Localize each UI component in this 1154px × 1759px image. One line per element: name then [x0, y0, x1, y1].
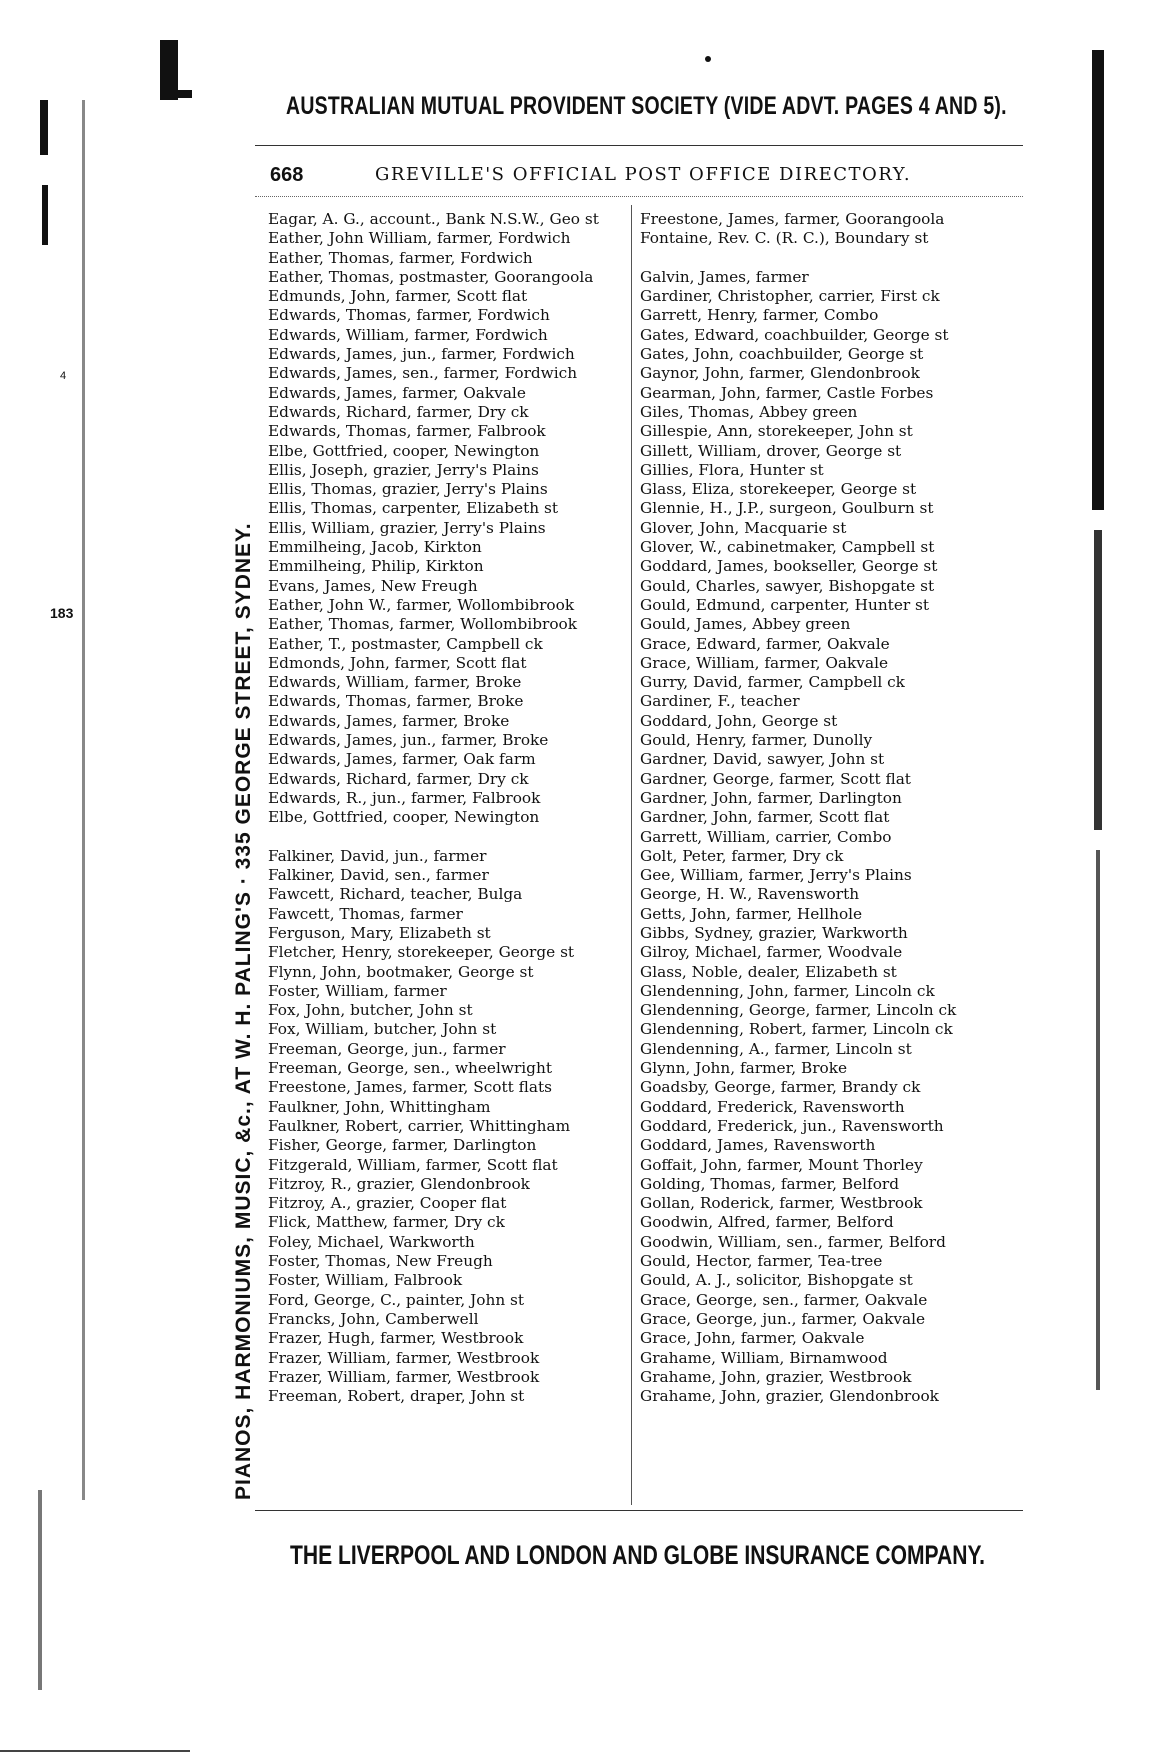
column-divider — [631, 205, 632, 1505]
directory-entry: Eather, Thomas, farmer, Fordwich — [268, 248, 533, 267]
directory-entry: Eather, Thomas, postmaster, Goorangoola — [268, 267, 594, 286]
directory-entry: Edwards, James, farmer, Oakvale — [268, 383, 526, 402]
directory-entry: Ellis, Thomas, carpenter, Elizabeth st — [268, 499, 558, 518]
directory-entry: Fawcett, Richard, teacher, Bulga — [268, 885, 523, 904]
directory-entry: Golt, Peter, farmer, Dry ck — [640, 846, 844, 865]
directory-entry: Freeman, Robert, draper, John st — [268, 1387, 525, 1406]
directory-entry: Eather, Thomas, farmer, Wollombibrook — [268, 615, 578, 634]
directory-entry: Edwards, R., jun., farmer, Falbrook — [268, 788, 541, 807]
directory-entry: Ellis, Thomas, grazier, Jerry's Plains — [268, 480, 548, 499]
directory-entry: Grace, George, sen., farmer, Oakvale — [640, 1290, 928, 1309]
directory-entry: Grahame, John, grazier, Glendonbrook — [640, 1387, 939, 1406]
directory-entry: Frazer, William, farmer, Westbrook — [268, 1367, 540, 1386]
title-rule — [255, 196, 1023, 197]
directory-entry: Fitzgerald, William, farmer, Scott flat — [268, 1155, 558, 1174]
section-gap — [640, 249, 1020, 268]
directory-entry: Edwards, Richard, farmer, Dry ck — [268, 402, 529, 421]
directory-entry: Gee, William, farmer, Jerry's Plains — [640, 866, 912, 885]
directory-entry: Glover, W., cabinetmaker, Campbell st — [640, 538, 935, 557]
margin-mark: 183 — [50, 605, 74, 621]
directory-entry: Grace, George, jun., farmer, Oakvale — [640, 1309, 926, 1328]
directory-entry: Falkiner, David, jun., farmer — [268, 846, 487, 865]
directory-entry: Eagar, A. G., account., Bank N.S.W., Geo st — [268, 210, 599, 228]
directory-entry: Edwards, James, jun., farmer, Broke — [268, 731, 549, 750]
directory-entry: Grace, Edward, farmer, Oakvale — [640, 634, 890, 653]
directory-entry: Freestone, James, farmer, Goorangoola — [640, 210, 945, 228]
directory-entry: Gollan, Roderick, farmer, Westbrook — [640, 1194, 923, 1213]
footer-rule — [255, 1510, 1023, 1511]
directory-entry: Gardner, George, farmer, Scott flat — [640, 769, 911, 788]
directory-title: GREVILLE'S OFFICIAL POST OFFICE DIRECTORY. — [375, 164, 912, 185]
bottom-banner-advert: THE LIVERPOOL AND LONDON AND GLOBE INSURANCE COMPANY. — [290, 1540, 986, 1570]
directory-entry: Garrett, William, carrier, Combo — [640, 827, 892, 846]
directory-entry: Gilroy, Michael, farmer, Woodvale — [640, 943, 903, 962]
side-banner-advert: PIANOS, HARMONIUMS, MUSIC, &c., AT W. H. PALING'S · 335 GEORGE STREET, SYDNEY. — [232, 522, 255, 1500]
directory-entry: Ellis, William, grazier, Jerry's Plains — [268, 518, 546, 537]
directory-entry: Grace, John, farmer, Oakvale — [640, 1329, 865, 1348]
directory-entry: Gillies, Flora, Hunter st — [640, 460, 824, 479]
directory-entry: Grahame, William, Birnamwood — [640, 1348, 888, 1367]
directory-entry: Faulkner, John, Whittingham — [268, 1097, 491, 1116]
directory-entry: Goddard, John, George st — [640, 711, 838, 730]
directory-entry: Flick, Matthew, farmer, Dry ck — [268, 1213, 505, 1232]
directory-entry: Glendenning, Robert, farmer, Lincoln ck — [640, 1020, 953, 1039]
directory-entry: Falkiner, David, sen., farmer — [268, 866, 489, 885]
directory-entry: Fletcher, Henry, storekeeper, George st — [268, 943, 575, 962]
scan-edge-left — [0, 0, 190, 1759]
directory-entry: Gould, Charles, sawyer, Bishopgate st — [640, 576, 935, 595]
directory-entry: Gardiner, F., teacher — [640, 692, 800, 711]
directory-entry: Gould, James, Abbey green — [640, 615, 851, 634]
directory-entry: Gates, John, coachbuilder, George st — [640, 345, 924, 364]
directory-entry: Fox, John, butcher, John st — [268, 1001, 473, 1020]
directory-entry: Fitzroy, A., grazier, Cooper flat — [268, 1194, 507, 1213]
directory-entry: Gillett, William, drover, George st — [640, 441, 902, 460]
directory-entry: Gaynor, John, farmer, Glendonbrook — [640, 364, 920, 383]
directory-entry: Emmilheing, Jacob, Kirkton — [268, 538, 482, 557]
directory-entry: Gould, Hector, farmer, Tea-tree — [640, 1252, 883, 1271]
directory-entry: Edmonds, John, farmer, Scott flat — [268, 653, 527, 672]
directory-entry: Foster, William, farmer — [268, 981, 447, 1000]
directory-entry: George, H. W., Ravensworth — [640, 885, 860, 904]
directory-entry: Eather, John William, farmer, Fordwich — [268, 229, 571, 248]
directory-entry: Golding, Thomas, farmer, Belford — [640, 1174, 900, 1193]
directory-entry: Gardner, John, farmer, Darlington — [640, 788, 902, 807]
directory-entry: Edwards, James, farmer, Broke — [268, 711, 510, 730]
directory-entry: Glass, Noble, dealer, Elizabeth st — [640, 962, 897, 981]
directory-entry: Fox, William, butcher, John st — [268, 1020, 497, 1039]
directory-entry: Gould, A. J., solicitor, Bishopgate st — [640, 1271, 913, 1290]
directory-entry: Goddard, Frederick, jun., Ravensworth — [640, 1116, 944, 1135]
directory-entry: Foster, Thomas, New Freugh — [268, 1252, 493, 1271]
directory-entry: Grace, William, farmer, Oakvale — [640, 653, 889, 672]
directory-entry: Glendenning, A., farmer, Lincoln st — [640, 1039, 912, 1058]
directory-entry: Freestone, James, farmer, Scott flats — [268, 1078, 552, 1097]
header-rule — [255, 145, 1023, 146]
directory-entry: Gibbs, Sydney, grazier, Warkworth — [640, 923, 908, 942]
directory-entry: Ferguson, Mary, Elizabeth st — [268, 923, 491, 942]
directory-entry: Goodwin, Alfred, farmer, Belford — [640, 1213, 894, 1232]
directory-entry: Goddard, Frederick, Ravensworth — [640, 1097, 905, 1116]
directory-entry: Garrett, Henry, farmer, Combo — [640, 306, 879, 325]
directory-entry: Glass, Eliza, storekeeper, George st — [640, 480, 917, 499]
directory-entry: Gates, Edward, coachbuilder, George st — [640, 325, 949, 344]
directory-entry: Glover, John, Macquarie st — [640, 518, 847, 537]
directory-entry: Frazer, Hugh, farmer, Westbrook — [268, 1329, 524, 1348]
directory-entry: Fitzroy, R., grazier, Glendonbrook — [268, 1174, 530, 1193]
directory-entry: Goffait, John, farmer, Mount Thorley — [640, 1155, 923, 1174]
scan-edge-right — [1090, 50, 1108, 1400]
directory-entry: Edwards, James, farmer, Oak farm — [268, 750, 536, 769]
directory-entry: Freeman, George, jun., farmer — [268, 1039, 506, 1058]
directory-entry: Gould, Henry, farmer, Dunolly — [640, 731, 873, 750]
margin-mark-small: 4 — [60, 370, 67, 382]
directory-entry: Francks, John, Camberwell — [268, 1309, 479, 1328]
directory-entry: Goodwin, William, sen., farmer, Belford — [640, 1232, 946, 1251]
directory-entry: Edwards, James, sen., farmer, Fordwich — [268, 364, 578, 383]
directory-entry: Evans, James, New Freugh — [268, 576, 478, 595]
directory-entry: Edwards, Thomas, farmer, Broke — [268, 692, 524, 711]
directory-entry: Ford, George, C., painter, John st — [268, 1290, 525, 1309]
directory-entry: Eather, John W., farmer, Wollombibrook — [268, 595, 575, 614]
directory-entry: Getts, John, farmer, Hellhole — [640, 904, 863, 923]
directory-entry: Flynn, John, bootmaker, George st — [268, 962, 534, 981]
directory-entry: Glendenning, George, farmer, Lincoln ck — [640, 1001, 957, 1020]
directory-entry: Emmilheing, Philip, Kirkton — [268, 557, 484, 576]
directory-entry: Fawcett, Thomas, farmer — [268, 904, 463, 923]
directory-entry: Edwards, William, farmer, Broke — [268, 673, 522, 692]
directory-entry: Galvin, James, farmer — [640, 267, 809, 286]
directory-entry: Edwards, Thomas, farmer, Falbrook — [268, 422, 546, 441]
left-column-entries — [268, 210, 628, 1406]
directory-entry: Foley, Michael, Warkworth — [268, 1232, 475, 1251]
directory-entry: Edwards, William, farmer, Fordwich — [268, 325, 548, 344]
top-banner-advert: AUSTRALIAN MUTUAL PROVIDENT SOCIETY (VIDE ADVT. PAGES 4 AND 5). — [286, 92, 1007, 120]
directory-entry: Goadsby, George, farmer, Brandy ck — [640, 1078, 921, 1097]
directory-entry: Gearman, John, farmer, Castle Forbes — [640, 383, 934, 402]
directory-entry: Edwards, Thomas, farmer, Fordwich — [268, 306, 550, 325]
directory-entry: Edwards, James, jun., farmer, Fordwich — [268, 345, 575, 364]
directory-entry: Goddard, James, bookseller, George st — [640, 557, 938, 576]
directory-entry: Edmunds, John, farmer, Scott flat — [268, 287, 528, 306]
page-number: 668 — [270, 164, 304, 186]
directory-entry: Giles, Thomas, Abbey green — [640, 402, 858, 421]
directory-entry: Gurry, David, farmer, Campbell ck — [640, 673, 905, 692]
side-banner-container — [212, 160, 255, 1500]
directory-entry: Glendenning, John, farmer, Lincoln ck — [640, 981, 935, 1000]
directory-entry: Gardner, David, sawyer, John st — [640, 750, 885, 769]
ink-dot — [705, 56, 711, 62]
directory-entry: Goddard, James, Ravensworth — [640, 1136, 876, 1155]
directory-entry: Gardner, John, farmer, Scott flat — [640, 808, 890, 827]
directory-entry: Grahame, John, grazier, Westbrook — [640, 1367, 912, 1386]
directory-entry: Faulkner, Robert, carrier, Whittingham — [268, 1116, 571, 1135]
directory-entry: Gardiner, Christopher, carrier, First ck — [640, 287, 940, 306]
directory-entry: Frazer, William, farmer, Westbrook — [268, 1348, 540, 1367]
directory-entry: Freeman, George, sen., wheelwright — [268, 1059, 552, 1078]
directory-entry: Foster, William, Falbrook — [268, 1271, 463, 1290]
directory-entry: Edwards, Richard, farmer, Dry ck — [268, 769, 529, 788]
directory-entry: Fisher, George, farmer, Darlington — [268, 1136, 537, 1155]
section-gap — [268, 828, 628, 847]
directory-entry: Gillespie, Ann, storekeeper, John st — [640, 422, 913, 441]
directory-entry: Glynn, John, farmer, Broke — [640, 1059, 848, 1078]
directory-entry: Eather, T., postmaster, Campbell ck — [268, 634, 543, 653]
right-column-entries — [640, 210, 1020, 1406]
directory-entry: Ellis, Joseph, grazier, Jerry's Plains — [268, 460, 539, 479]
directory-entry: Fontaine, Rev. C. (R. C.), Boundary st — [640, 229, 929, 248]
directory-entry: Gould, Edmund, carpenter, Hunter st — [640, 595, 930, 614]
directory-entry: Elbe, Gottfried, cooper, Newington — [268, 441, 540, 460]
directory-entry: Elbe, Gottfried, cooper, Newington — [268, 808, 540, 827]
directory-entry: Glennie, H., J.P., surgeon, Goulburn st — [640, 499, 934, 518]
